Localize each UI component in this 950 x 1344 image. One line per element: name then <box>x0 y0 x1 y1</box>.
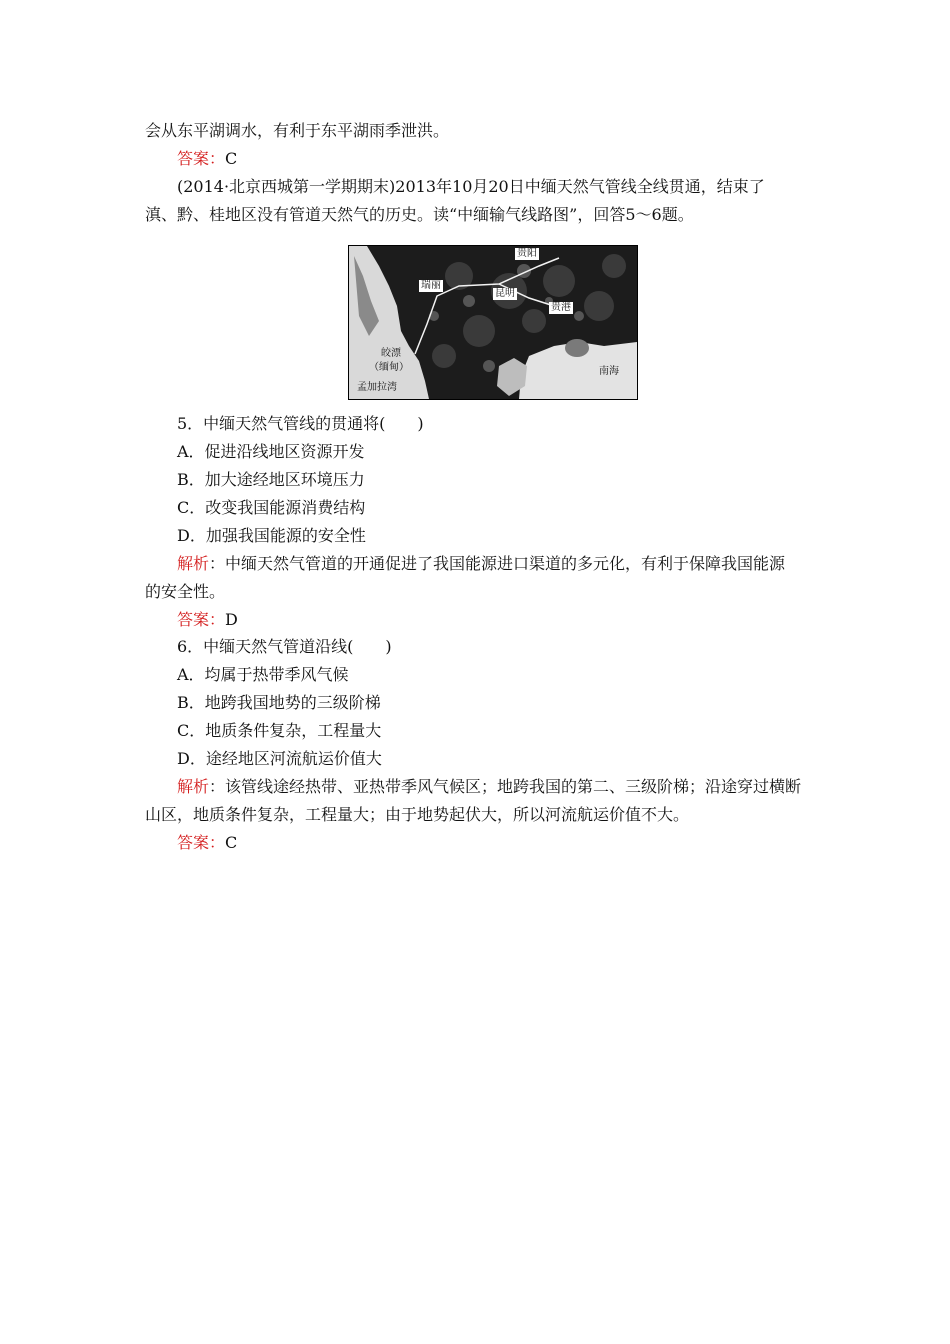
map-label-burma: （缅甸） <box>369 362 409 373</box>
q5-answer-value: D <box>225 610 238 629</box>
q5-option-c: C．改变我国能源消费结构 <box>177 498 366 517</box>
q6-option-c: C．地质条件复杂，工程量大 <box>177 721 382 740</box>
q6-analysis-label: 解析 <box>177 777 210 796</box>
q5-analysis-text: ：中缅天然气管道的开通促进了我国能源进口渠道的多元化，有利于保障我国能源 <box>209 554 786 573</box>
q6-option-b: B．地跨我国地势的三级阶梯 <box>177 693 381 712</box>
answer-value: C <box>225 149 238 168</box>
map-label-guiyang: 贵阳 <box>517 248 537 259</box>
q5-option-b: B．加大途经地区环境压力 <box>177 470 365 489</box>
q6-answer-value: C <box>225 833 238 852</box>
q5-option-d: D．加强我国能源的安全性 <box>177 526 366 545</box>
answer-line-prev <box>177 148 237 170</box>
intro-line-1: (2014·北京西城第一学期期末)2013年10月20日中缅天然气管线全线贯通，结束了 <box>177 177 765 196</box>
q6-analysis-line-1 <box>177 776 801 798</box>
map-label-ruili: 瑞丽 <box>421 280 441 291</box>
q5-analysis-label: 解析 <box>177 554 210 573</box>
map-label-guigang: 贵港 <box>551 302 571 313</box>
map-label-jiaopiao: 皎漂 <box>381 348 401 359</box>
q6-answer <box>177 832 237 854</box>
intro-line-2: 滇、黔、桂地区没有管道天然气的历史。读“中缅输气线路图”，回答5～6题。 <box>145 205 694 224</box>
q5-stem: 5．中缅天然气管线的贯通将( ) <box>177 414 424 433</box>
pipeline-map <box>348 245 638 400</box>
q6-analysis-line-2: 山区，地质条件复杂，工程量大；由于地势起伏大，所以河流航运价值不大。 <box>145 805 690 824</box>
q5-option-a: A．促进沿线地区资源开发 <box>177 442 365 461</box>
map-label-mengjiala: 孟加拉湾 <box>357 382 397 393</box>
paragraph-continuation: 会从东平湖调水，有利于东平湖雨季泄洪。 <box>145 121 450 140</box>
map-terrain <box>349 246 637 399</box>
map-label-kunming: 昆明 <box>495 288 515 299</box>
q5-analysis-line-2: 的安全性。 <box>145 582 226 601</box>
answer-label: 答案： <box>177 149 226 168</box>
q5-analysis-line-1 <box>177 553 785 575</box>
q6-answer-label: 答案： <box>177 833 226 852</box>
q6-option-a: A．均属于热带季风气候 <box>177 665 349 684</box>
q5-answer <box>177 609 238 631</box>
map-label-nanhai: 南海 <box>599 366 619 377</box>
q6-analysis-text: ：该管线途经热带、亚热带季风气候区；地跨我国的第二、三级阶梯；沿途穿过横断 <box>209 777 802 796</box>
q6-stem: 6．中缅天然气管道沿线( ) <box>177 637 392 656</box>
q5-answer-label: 答案： <box>177 610 226 629</box>
q6-option-d: D．途经地区河流航运价值大 <box>177 749 382 768</box>
